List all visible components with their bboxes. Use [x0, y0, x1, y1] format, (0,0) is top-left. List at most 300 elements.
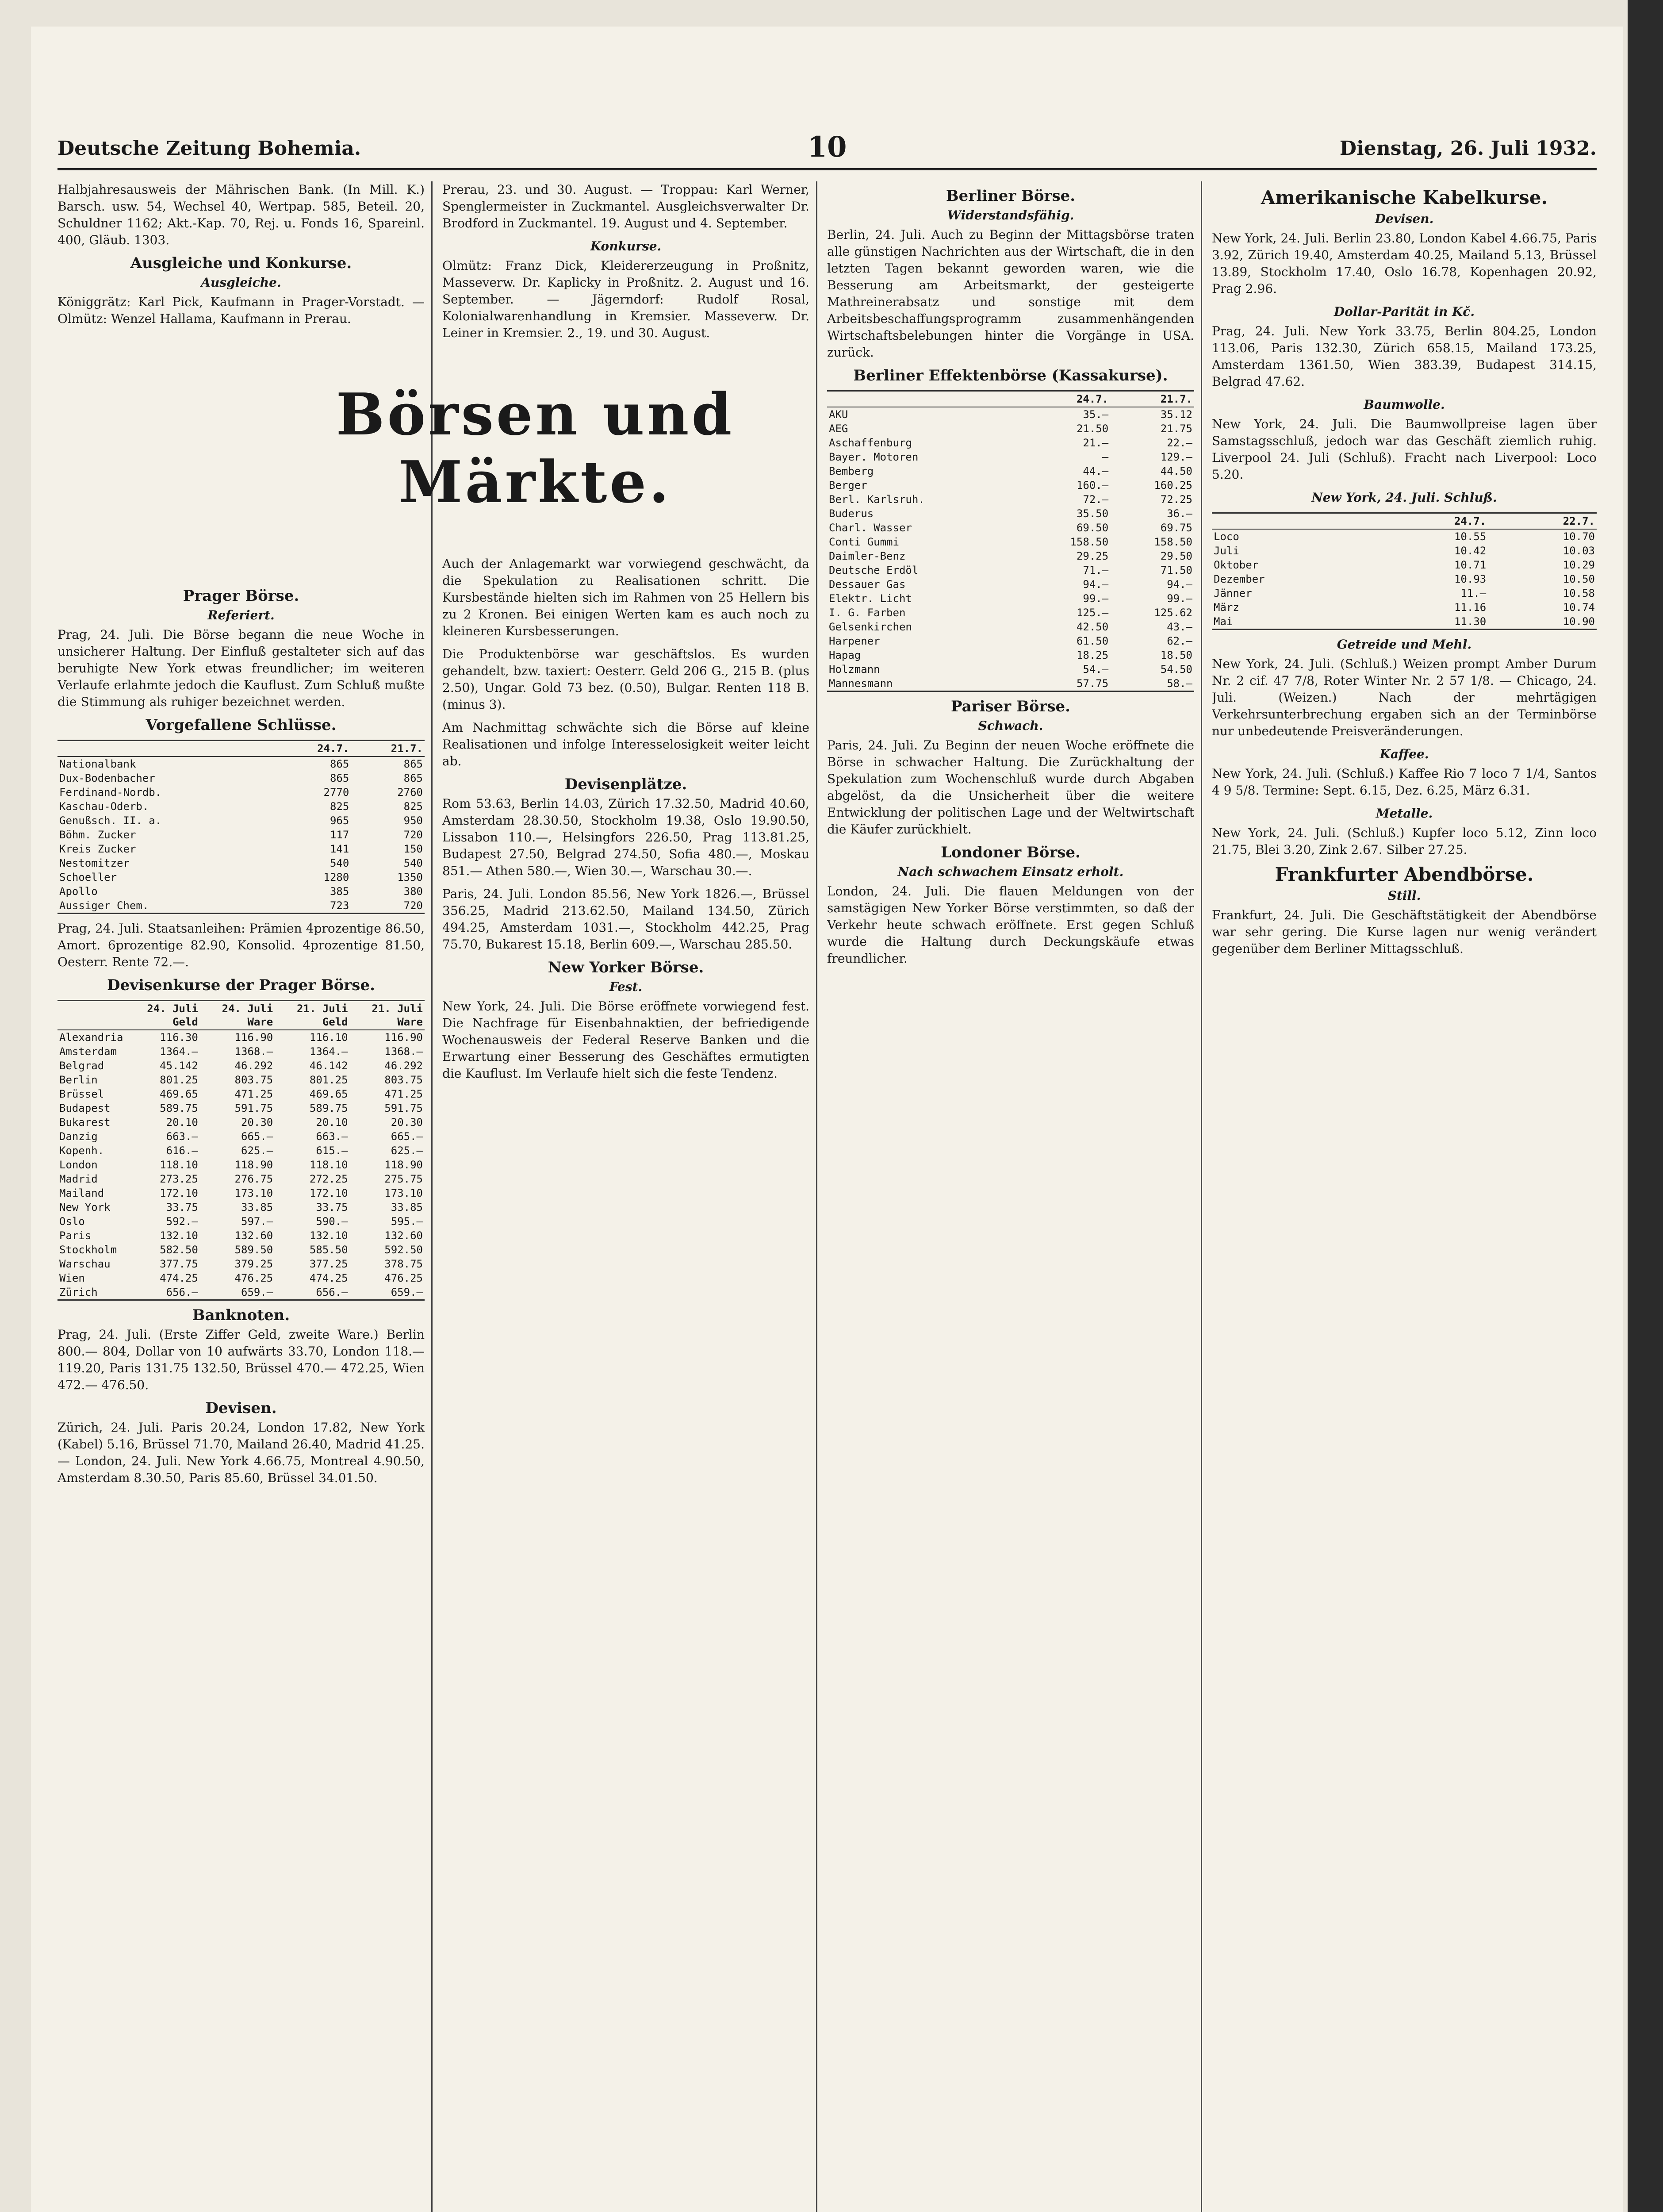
article-kaffee: New York, 24. Juli. (Schluß.) Kaffee Rio 7 loco 7 1/4, Santos 4 9 5/8. Termine: Sept. 6.15, Dez. 6.25, März 6.31. [1212, 766, 1597, 798]
schluesse-cell: 380 [403, 885, 423, 898]
devisen-cell: Wien [59, 1272, 85, 1284]
article-paris-devisen: Paris, 24. Juli. London 85.56, New York 1826.—, Brüssel 356.25, Madrid 213.62.50, Mailand 134.50, Zürich 494.25, Amsterdam 1031.—, Stockholm 442.25, Prag 75.70, Bukarest 15.18, Berlin 609.—, Warschau 285.50. [442, 887, 809, 952]
devisen-row [57, 1186, 425, 1200]
devisen-row [57, 1285, 425, 1299]
cotton-row [1212, 614, 1597, 629]
heading-ausgleiche: Ausgleiche und Konkurse. [130, 254, 352, 272]
devisen-cell: 616.— [166, 1144, 198, 1157]
schluesse-row [57, 814, 425, 828]
schluesse-cell: 865 [330, 758, 349, 770]
devisen-cell: 132.60 [234, 1229, 273, 1242]
devisen-cell: 801.25 [160, 1074, 198, 1086]
devisen-cell: Danzig [59, 1130, 98, 1143]
devisen-cell: 118.90 [384, 1159, 423, 1171]
devisen-cell: 116.10 [309, 1031, 348, 1044]
effekten-header-cell: 24.7. [1026, 392, 1110, 407]
effekten-row [827, 634, 1194, 648]
devisen-cell: 625.— [391, 1144, 423, 1157]
heading-kabelkurse: Amerikanische Kabelkurse. [1261, 187, 1548, 208]
devisen-cell: 272.25 [309, 1173, 348, 1185]
devisen-cell: 592.— [166, 1215, 198, 1228]
schluesse-cell: Genußsch. II. a. [59, 814, 162, 827]
heading-effektenboerse: Berliner Effektenbörse (Kassakurse). [853, 367, 1168, 384]
effekten-cell: 160.— [1076, 479, 1109, 492]
devisen-cell: 589.75 [309, 1102, 348, 1114]
schluesse-row [57, 771, 425, 785]
cotton-cell: 11.— [1460, 587, 1487, 599]
devisen-cell: Paris [59, 1229, 92, 1242]
effekten-row [827, 648, 1194, 662]
schluesse-cell: Aussiger Chem. [59, 899, 149, 912]
devisen-cell: 656.— [316, 1286, 348, 1298]
schluesse-cell: Dux-Bodenbacher [59, 772, 155, 784]
devisen-row [57, 1073, 425, 1087]
devisen-cell: 45.142 [160, 1060, 198, 1072]
schluesse-row [57, 884, 425, 899]
cotton-cell: Jänner [1214, 587, 1252, 599]
devisen-cell: 1364.— [160, 1045, 198, 1058]
effekten-cell: 42.50 [1076, 621, 1109, 633]
effekten-cell: 29.25 [1076, 550, 1109, 562]
newspaper-page [31, 27, 1623, 2212]
cotton-header-cell: 24.7. [1379, 514, 1488, 529]
cotton-table-title: New York, 24. Juli. Schluß. [1311, 490, 1497, 505]
effekten-cell: Conti Gummi [829, 536, 899, 548]
devisen-cell: 378.75 [384, 1258, 423, 1270]
article-berliner: Berlin, 24. Juli. Auch zu Beginn der Mittagsbörse traten alle günstigen Nachrichten aus der Wirtschaft, die in den letzten Tagen bekannt geworden waren, wie die Besserung am Arbeitsmarkt, der gesteigerte Mathreinerabsatz und sonstige mit dem Arbeitsbeschaffungsprogramm zusammenhängenden Wirtschaftsbelebungen hinter die Vorgänge in USA. zurück. [827, 227, 1194, 360]
devisen-cell: 33.75 [316, 1201, 348, 1214]
cotton-cell: 10.74 [1563, 601, 1595, 614]
column-4 [1212, 181, 1597, 964]
devisen-cell: 663.— [166, 1130, 198, 1143]
devisen-cell: 46.292 [384, 1060, 423, 1072]
article-devisen: Zürich, 24. Juli. Paris 20.24, London 17.82, New York (Kabel) 5.16, Brüssel 71.70, Mailand 26.40, Madrid 41.25. — London, 24. Juli. New York 4.66.75, Montreal 4.90.50, Amsterdam 8.30.50, Paris 85.60, Brüssel 34.01.50. [57, 1420, 425, 1485]
devisen-cell: Oslo [59, 1215, 85, 1228]
effekten-cell: Mannesmann [829, 677, 893, 690]
devisen-cell: Madrid [59, 1173, 98, 1185]
schluesse-cell: 965 [330, 814, 349, 827]
schluesse-row [57, 799, 425, 814]
schluesse-cell: Nationalbank [59, 758, 136, 770]
devisen-header-cell [57, 1001, 125, 1030]
devisen-cell: 476.25 [384, 1272, 423, 1284]
subheading-newyork: Fest. [609, 979, 643, 994]
effekten-cell: 21.— [1083, 437, 1109, 449]
effekten-row [827, 563, 1194, 577]
schluesse-row [57, 828, 425, 842]
article-baumwolle: New York, 24. Juli. Die Baumwollpreise lagen über Samstagsschluß, jedoch war das Geschäft ziemlich ruhig. Liverpool 24. Juli (Schluß). Fracht nach Liverpool: Loco 5.20. [1212, 417, 1597, 482]
article-nachmittag: Am Nachmittag schwächte sich die Börse auf kleine Realisationen und infolge Interesselosigkeit weiter leicht ab. [442, 720, 809, 768]
schluesse-row [57, 785, 425, 799]
devisen-cell: Bukarest [59, 1116, 111, 1129]
devisen-cell: 474.25 [309, 1272, 348, 1284]
schluesse-header-cell [57, 741, 277, 757]
column-1 [57, 181, 425, 1493]
heading-devisenkurse: Devisenkurse der Prager Börse. [107, 976, 375, 994]
heading-devisen: Devisen. [205, 1399, 277, 1417]
devisen-cell: Brüssel [59, 1088, 104, 1100]
effekten-row [827, 535, 1194, 549]
schluesse-header-cell: 21.7. [351, 741, 425, 757]
cotton-cell: 11.30 [1454, 615, 1487, 628]
heading-prager-boerse: Prager Börse. [183, 587, 299, 605]
schluesse-cell: Ferdinand-Nordb. [59, 786, 162, 799]
heading-vorgefallene-schluesse: Vorgefallene Schlüsse. [146, 716, 337, 734]
schluesse-table [57, 741, 425, 913]
devisen-cell: 589.50 [234, 1244, 273, 1256]
subheading-prager: Referiert. [207, 608, 275, 622]
effekten-row [827, 478, 1194, 492]
devisen-row [57, 1257, 425, 1271]
heading-kaffee: Kaffee. [1379, 747, 1429, 761]
devisen-table-box [57, 1000, 425, 1301]
devisen-cell: 20.30 [391, 1116, 423, 1129]
devisen-row [57, 1115, 425, 1129]
schluesse-cell: 825 [403, 800, 423, 813]
effekten-cell: 72.— [1083, 493, 1109, 506]
cotton-header-cell: 22.7. [1488, 514, 1597, 529]
effekten-cell: 69.75 [1160, 522, 1192, 534]
schluesse-row [57, 757, 425, 771]
devisen-cell: 118.90 [234, 1159, 273, 1171]
devisen-cell: 1368.— [384, 1045, 423, 1058]
article-banknoten: Prag, 24. Juli. (Erste Ziffer Geld, zweite Ware.) Berlin 800.— 804, Dollar von 10 aufwärts 33.70, London 118.— 119.20, Paris 131.75 132.50, Brüssel 470.— 472.25, Wien 472.— 476.50. [57, 1327, 425, 1392]
cotton-cell: 10.93 [1454, 573, 1487, 585]
effekten-cell: Bemberg [829, 465, 874, 477]
devisen-cell: Kopenh. [59, 1144, 104, 1157]
effekten-row [827, 422, 1194, 436]
cotton-cell: Mai [1214, 615, 1233, 628]
effekten-table [827, 392, 1194, 691]
article-getreide: New York, 24. Juli. (Schluß.) Weizen prompt Amber Durum Nr. 2 cif. 47 7/8, Roter Winter Nr. 2 57 1/8. — Chicago, 24. Juli. (Weizen.) Nach der mehrtägigen Verkehrsunterbrechung ergaben sich an der Terminbörse nur unbedeutende Preisveränderungen. [1212, 657, 1597, 738]
schluesse-row [57, 899, 425, 913]
devisen-cell: 803.75 [234, 1074, 273, 1086]
article-pariser: Paris, 24. Juli. Zu Beginn der neuen Woche eröffnete die Börse in schwacher Haltung. Die Zurückhaltung der Spekulation zum Wochenschluß wurde durch Abgaben abgelöst, da die Unsicherheit über die weitere Entwicklung der politischen Lage und der Weltwirtschaft die Käufer zurückhielt. [827, 738, 1194, 837]
effekten-cell: 57.75 [1076, 677, 1109, 690]
schluesse-cell: 950 [403, 814, 423, 827]
devisen-cell: 377.25 [309, 1258, 348, 1270]
devisen-cell: 665.— [241, 1130, 273, 1143]
devisen-cell: 172.10 [160, 1187, 198, 1199]
schluesse-cell: 865 [403, 758, 423, 770]
devisen-cell: 20.30 [241, 1116, 273, 1129]
cotton-cell: 10.70 [1563, 530, 1595, 543]
article-prager: Prag, 24. Juli. Die Börse begann die neue Woche in unsicherer Haltung. Der Einfluß gestalteter sich auf das beruhigte New York etwas freundlicher; im weiteren Verlaufe erlahmte jedoch die Kauflust. Zum Schluß mußte die Stimmung als ruhiger bezeichnet werden. [57, 627, 425, 709]
schluesse-row [57, 870, 425, 884]
header-date: Dienstag, 26. Juli 1932. [1339, 137, 1597, 160]
cotton-row [1212, 544, 1597, 558]
effekten-row [827, 450, 1194, 464]
heading-baumwolle: Baumwolle. [1364, 397, 1445, 412]
heading-pariser-boerse: Pariser Börse. [951, 698, 1070, 715]
cotton-row [1212, 558, 1597, 572]
subheading-frankfurter: Still. [1387, 888, 1421, 903]
schluesse-cell: 865 [403, 772, 423, 784]
effekten-row [827, 464, 1194, 478]
devisen-cell: 1368.— [234, 1045, 273, 1058]
effekten-cell: 125.62 [1154, 607, 1192, 619]
article-dollar: Prag, 24. Juli. New York 33.75, Berlin 804.25, London 113.06, Paris 132.30, Zürich 658.15, Mailand 173.25, Amsterdam 1361.50, Wien 383.39, Budapest 314.15, Belgrad 47.62. [1212, 324, 1597, 389]
devisen-cell: 118.10 [160, 1159, 198, 1171]
devisen-cell: 476.25 [234, 1272, 273, 1284]
devisen-row [57, 1200, 425, 1214]
effekten-cell: 129.— [1160, 451, 1192, 463]
devisen-row [57, 1045, 425, 1059]
devisen-row [57, 1243, 425, 1257]
effekten-cell: 125.— [1076, 607, 1109, 619]
devisen-table [57, 1001, 425, 1299]
devisen-cell: 173.10 [384, 1187, 423, 1199]
devisen-cell: 33.85 [391, 1201, 423, 1214]
devisen-cell: 1364.— [309, 1045, 348, 1058]
schluesse-header-cell: 24.7. [277, 741, 351, 757]
subheading-londoner: Nach schwachem Einsatz erholt. [897, 864, 1124, 879]
devisen-cell: Amsterdam [59, 1045, 117, 1058]
heading-londoner-boerse: Londoner Börse. [941, 844, 1081, 861]
devisen-cell: Mailand [59, 1187, 104, 1199]
schluesse-cell: 723 [330, 899, 349, 912]
devisen-cell: 659.— [241, 1286, 273, 1298]
devisen-cell: 273.25 [160, 1173, 198, 1185]
effekten-cell: Holzmann [829, 663, 880, 676]
effekten-cell: Berl. Karlsruh. [829, 493, 925, 506]
devisen-cell: 474.25 [160, 1272, 198, 1284]
schluesse-cell: 2760 [397, 786, 423, 799]
schluesse-cell: 825 [330, 800, 349, 813]
effekten-header-cell: 21.7. [1110, 392, 1194, 407]
article-londoner: London, 24. Juli. Die flauen Meldungen von der samstägigen New Yorker Börse verstimmten, so daß der Verkehr heute schwach eröffnete. Erst gegen Schluß wurde die Haltung durch Deckungskäufe etwas freundlicher. [827, 884, 1194, 966]
effekten-cell: 72.25 [1160, 493, 1192, 506]
devisen-cell: 20.10 [316, 1116, 348, 1129]
effekten-cell: Aschaffenburg [829, 437, 912, 449]
devisen-cell: 172.10 [309, 1187, 348, 1199]
devisen-row [57, 1229, 425, 1243]
effekten-row [827, 606, 1194, 620]
heading-berliner-boerse: Berliner Börse. [946, 187, 1076, 205]
devisen-cell: 46.142 [309, 1060, 348, 1072]
article-frankfurter: Frankfurt, 24. Juli. Die Geschäftstätigkeit der Abendbörse war sehr gering. Die Kurse lagen nur wenig verändert gegenüber dem Berliner Mittagsschluß. [1212, 908, 1597, 956]
devisen-cell: 377.75 [160, 1258, 198, 1270]
devisen-cell: Zürich [59, 1286, 98, 1298]
effekten-cell: 21.50 [1076, 422, 1109, 435]
devisen-row [57, 1030, 425, 1045]
devisen-cell: 275.75 [384, 1173, 423, 1185]
effekten-cell: 158.50 [1154, 536, 1192, 548]
effekten-cell: Elektr. Licht [829, 592, 912, 605]
schluesse-cell: Schoeller [59, 871, 117, 883]
schluesse-cell: 1350 [397, 871, 423, 883]
effekten-cell: Hapag [829, 649, 861, 661]
devisen-cell: 132.10 [160, 1229, 198, 1242]
effekten-cell: 35.50 [1076, 507, 1109, 520]
devisen-row [57, 1214, 425, 1229]
section-masthead: Börsen und Märkte. [336, 380, 735, 516]
effekten-cell: Charl. Wasser [829, 522, 912, 534]
devisen-cell: Alexandria [59, 1031, 123, 1044]
devisen-row [57, 1129, 425, 1144]
cotton-cell: 10.71 [1454, 559, 1487, 571]
article-produktenboerse: Die Produktenbörse war geschäftslos. Es wurden gehandelt, bzw. taxiert: Oesterr. Geld 206 G., 215 B. (plus 2.50), Ungar. Gold 73 bez. (0.50), Bulgar. Renten 118 B. (minus 3). [442, 647, 809, 712]
effekten-cell: Dessauer Gas [829, 578, 906, 591]
devisen-row [57, 1172, 425, 1186]
devisen-cell: 615.— [316, 1144, 348, 1157]
effekten-cell: Berger [829, 479, 867, 492]
cotton-row [1212, 586, 1597, 600]
devisen-cell: 33.85 [241, 1201, 273, 1214]
header-page-number: 10 [807, 131, 847, 164]
effekten-cell: 61.50 [1076, 635, 1109, 647]
schluesse-cell: 1280 [323, 871, 349, 883]
schluesse-cell: Kaschau-Oderb. [59, 800, 149, 813]
effekten-cell: 69.50 [1076, 522, 1109, 534]
effekten-row [827, 577, 1194, 591]
devisen-row [57, 1101, 425, 1115]
schluesse-cell: 117 [330, 829, 349, 841]
schluesse-cell: Kreis Zucker [59, 843, 136, 855]
effekten-cell: 18.25 [1076, 649, 1109, 661]
devisen-cell: 595.— [391, 1215, 423, 1228]
effekten-row [827, 436, 1194, 450]
effekten-cell: 44.50 [1160, 465, 1192, 477]
devisen-cell: 469.65 [309, 1088, 348, 1100]
article-kabel: New York, 24. Juli. Berlin 23.80, London Kabel 4.66.75, Paris 3.92, Zürich 19.40, Amsterdam 40.25, Mailand 5.13, Brüssel 13.89, Stockholm 17.40, Oslo 16.78, Kopenhagen 20.92, Prag 2.96. [1212, 231, 1597, 296]
running-header [57, 128, 1597, 170]
header-newspaper-name: Deutsche Zeitung Bohemia. [57, 137, 361, 160]
article-anlagemarkt: Auch der Anlagemarkt war vorwiegend geschwächt, da die Spekulation zu Realisationen schritt. Die Kursbestände hielten sich im Rahmen von 25 Hellern bis zu 2 Kronen. Bei einigen Werten kam es auch noch zu kleineren Kursbesserungen. [442, 557, 809, 638]
effekten-cell: Buderus [829, 507, 874, 520]
effekten-row [827, 407, 1194, 422]
devisen-cell: 116.90 [384, 1031, 423, 1044]
subheading-ausgleiche: Ausgleiche. [201, 275, 281, 290]
devisen-cell: 591.75 [234, 1102, 273, 1114]
subheading-berliner: Widerstandsfähig. [947, 208, 1074, 223]
effekten-row [827, 507, 1194, 521]
effekten-row [827, 662, 1194, 676]
cotton-cell: 10.03 [1563, 545, 1595, 557]
devisen-cell: 659.— [391, 1286, 423, 1298]
effekten-cell: 35.12 [1160, 408, 1192, 421]
devisen-row [57, 1087, 425, 1101]
effekten-cell: 29.50 [1160, 550, 1192, 562]
effekten-cell: Gelsenkirchen [829, 621, 912, 633]
effekten-cell: 94.— [1167, 578, 1192, 591]
effekten-cell: 99.— [1083, 592, 1109, 605]
devisen-cell: 276.75 [234, 1173, 273, 1185]
effekten-cell: Deutsche Erdöl [829, 564, 919, 576]
devisen-cell: 469.65 [160, 1088, 198, 1100]
devisen-row [57, 1144, 425, 1158]
cotton-table-box [1212, 512, 1597, 630]
effekten-cell: Daimler-Benz [829, 550, 906, 562]
effekten-cell: — [1102, 451, 1109, 463]
devisen-cell: 582.50 [160, 1244, 198, 1256]
effekten-header-cell [827, 392, 1026, 407]
cotton-cell: 10.29 [1563, 559, 1595, 571]
effekten-cell: 36.— [1167, 507, 1192, 520]
devisen-cell: London [59, 1159, 98, 1171]
cotton-cell: Juli [1214, 545, 1239, 557]
effekten-cell: 18.50 [1160, 649, 1192, 661]
masthead-space [442, 348, 809, 556]
effekten-cell: 158.50 [1070, 536, 1109, 548]
devisen-header-cell: 21. Juli Geld [275, 1001, 349, 1030]
effekten-cell: AEG [829, 422, 848, 435]
cotton-cell: März [1214, 601, 1239, 614]
devisen-cell: 597.— [241, 1215, 273, 1228]
devisen-cell: New York [59, 1201, 111, 1214]
devisen-row [57, 1059, 425, 1073]
schluesse-row [57, 842, 425, 856]
column-2 [442, 181, 809, 1088]
schluesse-cell: 2770 [323, 786, 349, 799]
devisen-cell: 116.90 [234, 1031, 273, 1044]
subheading-konkurse: Konkurse. [590, 239, 662, 253]
devisen-cell: 663.— [316, 1130, 348, 1143]
subheading-kabel: Devisen. [1375, 211, 1434, 226]
effekten-table-box [827, 390, 1194, 692]
effekten-cell: 71.50 [1160, 564, 1192, 576]
effekten-row [827, 521, 1194, 535]
devisen-cell: 803.75 [384, 1074, 423, 1086]
devisen-cell: 590.— [316, 1215, 348, 1228]
effekten-cell: 54.50 [1160, 663, 1192, 676]
article-konkurse: Olmütz: Franz Dick, Kleidererzeugung in Proßnitz, Masseverw. Dr. Kaplicky in Proßnitz. 2. August und 16. September. — Jägerndorf: Rudolf Rosal, Kolonialwarenhandlung in Kremsier. Masseverw. Dr. Leiner in Kremsier. 2., 19. und 30. August. [442, 258, 809, 340]
effekten-row [827, 591, 1194, 606]
effekten-cell: 94.— [1083, 578, 1109, 591]
effekten-row [827, 620, 1194, 634]
cotton-table [1212, 514, 1597, 629]
effekten-cell: 99.— [1167, 592, 1192, 605]
schluesse-cell: 720 [403, 899, 423, 912]
cotton-row [1212, 600, 1597, 614]
schluesse-cell: 385 [330, 885, 349, 898]
effekten-cell: Bayer. Motoren [829, 451, 919, 463]
cotton-cell: 10.50 [1563, 573, 1595, 585]
cotton-row [1212, 572, 1597, 586]
effekten-row [827, 492, 1194, 507]
effekten-cell: Harpener [829, 635, 880, 647]
devisen-cell: 132.60 [384, 1229, 423, 1242]
column-3 [827, 181, 1194, 973]
devisen-cell: 118.10 [309, 1159, 348, 1171]
devisen-cell: 379.25 [234, 1258, 273, 1270]
cotton-cell: 11.16 [1454, 601, 1487, 614]
schluesse-cell: 540 [403, 857, 423, 869]
schluesse-cell: Nestomitzer [59, 857, 130, 869]
effekten-cell: 21.75 [1160, 422, 1192, 435]
cotton-cell: 10.58 [1563, 587, 1595, 599]
cotton-cell: 10.55 [1454, 530, 1487, 543]
heading-new-yorker-boerse: New Yorker Börse. [548, 959, 704, 976]
effekten-cell: I. G. Farben [829, 607, 906, 619]
cotton-cell: 10.90 [1563, 615, 1595, 628]
devisen-cell: 665.— [391, 1130, 423, 1143]
schluesse-cell: 865 [330, 772, 349, 784]
effekten-cell: 160.25 [1154, 479, 1192, 492]
devisen-cell: 46.292 [234, 1060, 273, 1072]
cotton-cell: 10.42 [1454, 545, 1487, 557]
devisen-cell: Budapest [59, 1102, 111, 1114]
effekten-cell: 35.— [1083, 408, 1109, 421]
devisen-cell: 589.75 [160, 1102, 198, 1114]
devisen-cell: 33.75 [166, 1201, 198, 1214]
devisen-cell: 132.10 [309, 1229, 348, 1242]
cotton-cell: Loco [1214, 530, 1239, 543]
schluesse-cell: 540 [330, 857, 349, 869]
devisen-cell: 592.50 [384, 1244, 423, 1256]
cotton-row [1212, 529, 1597, 544]
devisen-header-cell: 24. Juli Ware [200, 1001, 275, 1030]
